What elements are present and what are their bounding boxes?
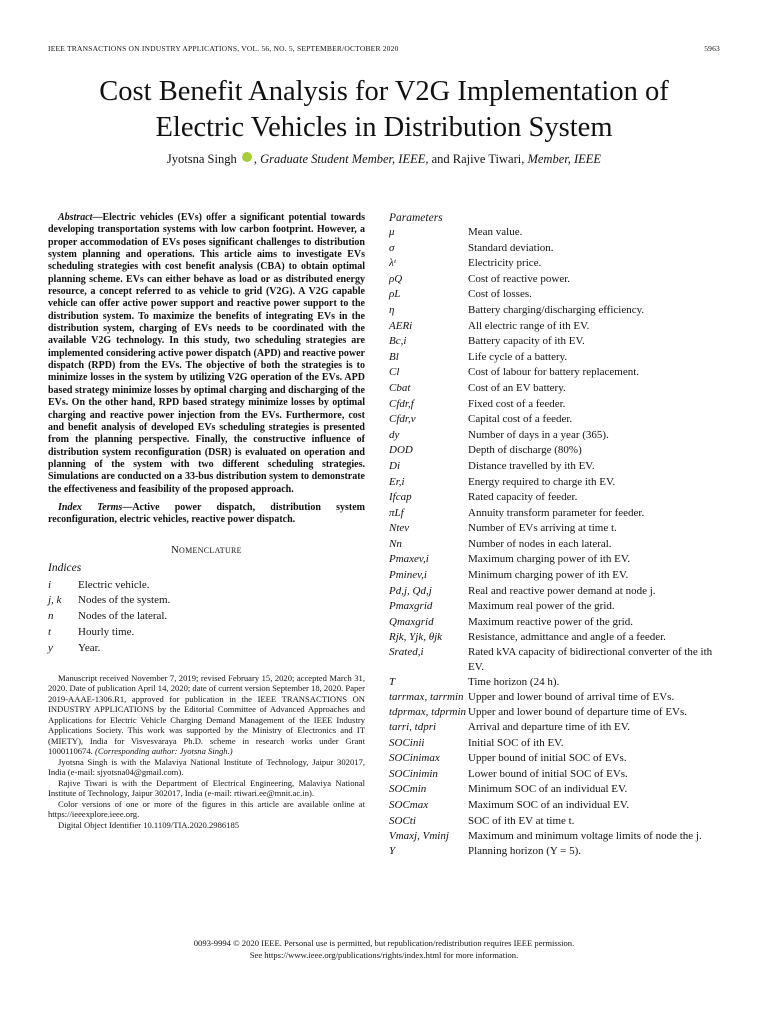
indices-heading: Indices — [48, 561, 82, 574]
copyright-notice — [40, 938, 728, 961]
parameter-row — [389, 397, 723, 413]
title-line-2: Electric Vehicles in Distribution System — [155, 112, 613, 143]
parameter-row — [389, 829, 723, 844]
index-symbol: n — [48, 610, 54, 623]
left-column — [48, 212, 365, 830]
parameter-row — [389, 490, 723, 506]
parameter-description: Lower bound of initial SOC of EVs. — [468, 767, 628, 780]
parameter-symbol: Cl — [389, 366, 400, 379]
parameter-row — [389, 412, 723, 428]
parameter-row — [389, 690, 723, 705]
parameter-description: Time horizon (24 h). — [468, 675, 560, 688]
parameter-description: Standard deviation. — [468, 241, 554, 254]
index-terms-text: —Active power dispatch, distribution system reconfiguration, electric vehicles, reactive power dispatch. — [48, 501, 365, 526]
index-row — [48, 578, 365, 594]
parameter-description: Resistance, admittance and angle of a feeder. — [468, 631, 666, 644]
parameter-row — [389, 443, 723, 459]
parameter-symbol: AERi — [389, 319, 413, 332]
parameter-symbol: tarri, tdpri — [389, 721, 437, 734]
parameter-description: Energy required to charge ith EV. — [468, 475, 616, 488]
index-row — [48, 609, 365, 625]
page-number: 5963 — [704, 44, 720, 53]
parameter-row — [389, 287, 723, 303]
parameter-row — [389, 350, 723, 366]
parameter-row — [389, 630, 723, 645]
parameter-description: Maximum real power of the grid. — [468, 600, 615, 613]
footnote-color-versions: Color versions of one or more of the figures in this article are available online at https://ieeexplore.ieee.org. — [48, 798, 365, 820]
parameter-symbol: Y — [389, 844, 396, 857]
index-description: Nodes of the lateral. — [78, 610, 168, 623]
author-2-name: Rajive Tiwari, — [452, 152, 525, 166]
parameter-symbol: dy — [389, 428, 400, 441]
parameter-description: SOC of ith EV at time t. — [468, 814, 575, 827]
author-2-role: Member, IEEE — [524, 152, 602, 166]
footnote-manuscript: Manuscript received November 7, 2019; revised February 15, 2020; accepted March 31, 2020. Date of publication April 14, 2020; date of current version September 18, 2020. Paper 2019-AAAE-1306.R1, approved for publication in the IEEE TRANSACTIONS ON INDUSTRY APPLICATIONS by the Editorial Committee of Advanced Approaches and Applications for Electric Vehicle Charging Demand Management of the IEEE Industry Applications Society. This work was supported by the Ministry of Electronics and IT (MIETY), India for Visvesvaraya Ph.D. scheme in research works under Grant 1000110674. (Corresponding author: Jyotsna Singh.) — [48, 672, 365, 757]
parameter-description: Maximum and minimum voltage limits of node the j. — [468, 830, 702, 843]
index-symbol: y — [48, 641, 53, 654]
parameter-symbol: Srated,i — [389, 646, 424, 659]
parameter-description: Battery charging/discharging efficiency. — [468, 303, 645, 316]
parameter-row — [389, 720, 723, 736]
right-column — [389, 212, 723, 860]
title-line-1: Cost Benefit Analysis for V2G Implementation of — [99, 76, 669, 107]
parameters-list — [389, 225, 723, 860]
parameters-heading: Parameters — [389, 212, 443, 224]
nomenclature-heading: NOMENCLATURE — [171, 544, 242, 556]
author-line — [40, 152, 728, 167]
parameter-row — [389, 319, 723, 335]
index-symbol: t — [48, 625, 52, 638]
parameter-symbol: Nn — [389, 537, 402, 550]
parameter-description: Planning horizon (Y = 5). — [468, 844, 582, 857]
parameter-symbol: μ — [389, 226, 395, 238]
parameter-row — [389, 506, 723, 522]
parameter-symbol: DOD — [389, 444, 413, 457]
parameter-description: Battery capacity of ith EV. — [468, 335, 585, 348]
parameter-description: Electricity price. — [468, 257, 542, 270]
parameter-symbol: SOCinimin — [389, 767, 438, 780]
index-symbol: j, k — [48, 594, 62, 607]
paper-title — [40, 74, 728, 146]
parameter-description: Real and reactive power demand at node j. — [468, 584, 656, 597]
parameter-row — [389, 475, 723, 491]
parameter-description: Cost of losses. — [468, 288, 532, 301]
parameter-description: Life cycle of a battery. — [468, 350, 568, 363]
parameter-symbol: Cfdr,v — [389, 413, 416, 426]
parameter-description: All electric range of ith EV. — [468, 319, 590, 332]
parameter-symbol: Pmaxgrid — [389, 600, 433, 613]
parameter-symbol: Cfdr,f — [389, 397, 414, 410]
index-row — [48, 641, 365, 657]
parameter-symbol: Bl — [389, 350, 399, 363]
parameter-description: Depth of discharge (80%) — [468, 444, 582, 457]
parameter-symbol: Ntev — [389, 522, 410, 535]
parameter-row — [389, 584, 723, 600]
parameter-symbol: SOCinimax — [389, 752, 440, 765]
parameter-symbol: πLf — [389, 506, 404, 519]
parameter-description: Maximum reactive power of the grid. — [468, 615, 633, 628]
abstract — [48, 212, 365, 496]
parameter-symbol: Bc,i — [389, 335, 407, 348]
index-row — [48, 625, 365, 641]
parameter-description: Cost of labour for battery replacement. — [468, 366, 640, 379]
author-1-name: Jyotsna Singh — [166, 152, 237, 166]
parameter-row — [389, 225, 723, 241]
parameter-symbol: Ifcap — [389, 491, 412, 504]
parameter-description: Rated kVA capacity of bidirectional converter of the ith EV. — [468, 646, 713, 674]
parameter-symbol: Di — [389, 459, 400, 472]
parameter-symbol: Qmaxgrid — [389, 615, 434, 628]
index-description: Nodes of the system. — [78, 594, 171, 607]
parameter-description: Number of nodes in each lateral. — [468, 537, 612, 550]
parameter-description: Cost of an EV battery. — [468, 381, 566, 394]
parameter-row — [389, 256, 723, 272]
parameter-row — [389, 675, 723, 691]
parameter-row — [389, 844, 723, 860]
parameter-row — [389, 615, 723, 631]
parameter-symbol: λᵗ — [389, 257, 396, 270]
parameter-row — [389, 521, 723, 537]
author-conjunction: and — [428, 152, 453, 166]
parameter-symbol: Pmaxev,i — [389, 553, 429, 566]
footnote-author-2: Rajive Tiwari is with the Department of Electrical Engineering, Malaviya National Institute of Technology, Jaipur 302017, India (e-mail: rtiwari.ee@mnit.ac.in). — [48, 777, 365, 799]
abstract-text: —Electric vehicles (EVs) offer a significant potential towards developing transportation systems with low carbon footprint. However, a proper accommodation of EVs poses significant challenges to distribution system planning and operations. This article aims to investigate EVs scheduling strategies with cost benefit analysis (CBA) to obtain optimal planning scheme. EVs can either behave as load or as distributed energy resource, a concept referred to as vehicle to grid (V2G). A V2G capable vehicle can offer active power support and reactive power support to the distribution system. To maximize the benefits of integrating EVs in the distribution system, charging of EVs needs to be coordinated with the available V2G technology. In this study, two scheduling strategies are implemented considering active power dispatch (APD) and reactive power dispatch (RPD) from the EVs. The objective of both the strategies is to minimize losses in the system by utilizing V2G operation of the EVs. APD based strategy minimize losses by optimal charging and discharging of the EVs. On the other hand, RPD based strategy minimize losses by optimal charging and reactive power injection from the EVs. Furthermore, cost and benefit analysis of developed EVs scheduling strategies is presented from the planning perspective. Finally, the constructive influence of distribution system reconfiguration (DSR) is evaluated on operation and planning of the system with two different scheduling strategies. Simulations are conducted on a 33-bus distribution system to demonstrate the effectiveness and feasibility of the proposed approach. — [48, 212, 365, 495]
parameter-description: Cost of reactive power. — [468, 272, 571, 285]
parameter-row — [389, 365, 723, 381]
index-terms-lead: Index Terms — [58, 501, 123, 513]
parameter-description: Upper and lower bound of departure time of EVs. — [468, 706, 688, 719]
footnote-doi: Digital Object Identifier 10.1109/TIA.2020.2986185 — [58, 819, 240, 830]
parameter-description: Fixed cost of a feeder. — [468, 397, 566, 410]
parameter-description: Arrival and departure time of ith EV. — [468, 721, 630, 734]
index-row — [48, 593, 365, 609]
copyright-line-1: 0093-9994 © 2020 IEEE. Personal use is permitted, but republication/redistribution requires IEEE permission. — [193, 938, 575, 948]
index-description: Year. — [78, 641, 101, 654]
parameter-symbol: tdprmax, tdprmin — [389, 706, 466, 719]
parameter-row — [389, 751, 723, 767]
parameter-symbol: Cbat — [389, 381, 411, 394]
parameter-row — [389, 428, 723, 444]
parameter-row — [389, 241, 723, 257]
parameter-row — [389, 381, 723, 397]
parameter-description: Rated capacity of feeder. — [468, 491, 578, 504]
parameter-symbol: SOCti — [389, 814, 416, 827]
copyright-line-2: See https://www.ieee.org/publications/rights/index.html for more information. — [249, 949, 519, 960]
parameter-symbol: σ — [389, 241, 395, 254]
journal-info: IEEE TRANSACTIONS ON INDUSTRY APPLICATIONS, VOL. 56, NO. 5, SEPTEMBER/OCTOBER 2020 — [48, 44, 399, 53]
parameter-symbol: Er,i — [389, 475, 405, 488]
parameter-description: Minimum charging power of ith EV. — [468, 569, 629, 582]
parameter-symbol: Pd,j, Qd,j — [389, 584, 432, 597]
parameter-description: Upper bound of initial SOC of EVs. — [468, 752, 627, 765]
index-symbol: i — [48, 578, 52, 591]
parameter-symbol: Vmaxj, Vminj — [389, 830, 449, 843]
parameter-row — [389, 767, 723, 783]
parameter-row — [389, 537, 723, 553]
parameter-description: Annuity transform parameter for feeder. — [468, 506, 645, 519]
parameter-symbol: SOCmax — [389, 798, 429, 811]
parameter-description: Upper and lower bound of arrival time of EVs. — [468, 691, 675, 704]
index-terms — [48, 502, 365, 527]
index-description: Electric vehicle. — [78, 578, 150, 591]
index-description: Hourly time. — [78, 625, 135, 638]
footnote-author-1: Jyotsna Singh is with the Malaviya National Institute of Technology, Jaipur 302017, India (e-mail: sjyotsna04@gmail.com). — [48, 756, 365, 778]
parameter-row — [389, 782, 723, 798]
parameter-description: Minimum SOC of an individual EV. — [468, 783, 628, 796]
parameter-row — [389, 568, 723, 584]
parameter-description: Number of EVs arriving at time t. — [468, 522, 617, 535]
running-head — [48, 44, 720, 53]
parameter-row — [389, 599, 723, 615]
author-1-role: , Graduate Student Member, IEEE, — [253, 152, 429, 166]
parameter-symbol: tarrmax, tarrmin — [389, 691, 464, 704]
parameter-description: Initial SOC of ith EV. — [468, 736, 564, 749]
orcid-icon[interactable] — [242, 152, 252, 162]
parameter-description: Maximum SOC of an individual EV. — [468, 798, 630, 811]
manuscript-footnote — [48, 673, 365, 831]
parameter-row — [389, 736, 723, 752]
parameter-description: Capital cost of a feeder. — [468, 413, 573, 426]
parameter-row — [389, 814, 723, 830]
parameter-row — [389, 303, 723, 319]
parameter-description: Number of days in a year (365). — [468, 428, 609, 441]
parameter-row — [389, 334, 723, 350]
parameter-symbol: η — [389, 303, 395, 316]
parameter-row — [389, 552, 723, 568]
parameter-symbol: SOCmin — [389, 783, 427, 796]
parameter-symbol: Rjk, Yjk, θjk — [389, 631, 443, 644]
parameter-description: Mean value. — [468, 226, 523, 238]
parameter-description: Maximum charging power of ith EV. — [468, 553, 631, 566]
parameter-symbol: SOCinii — [389, 736, 425, 749]
parameter-row — [389, 645, 723, 675]
parameter-symbol: Pminev,i — [389, 569, 427, 582]
parameter-symbol: ρL — [389, 288, 401, 301]
parameter-row — [389, 272, 723, 288]
parameter-description: Distance travelled by ith EV. — [468, 459, 595, 472]
parameter-row — [389, 459, 723, 475]
parameter-symbol: T — [389, 675, 396, 688]
parameter-row — [389, 705, 723, 720]
parameter-symbol: ρQ — [389, 272, 403, 285]
parameter-row — [389, 798, 723, 814]
indices-list — [48, 578, 365, 657]
abstract-lead: Abstract — [58, 212, 93, 223]
